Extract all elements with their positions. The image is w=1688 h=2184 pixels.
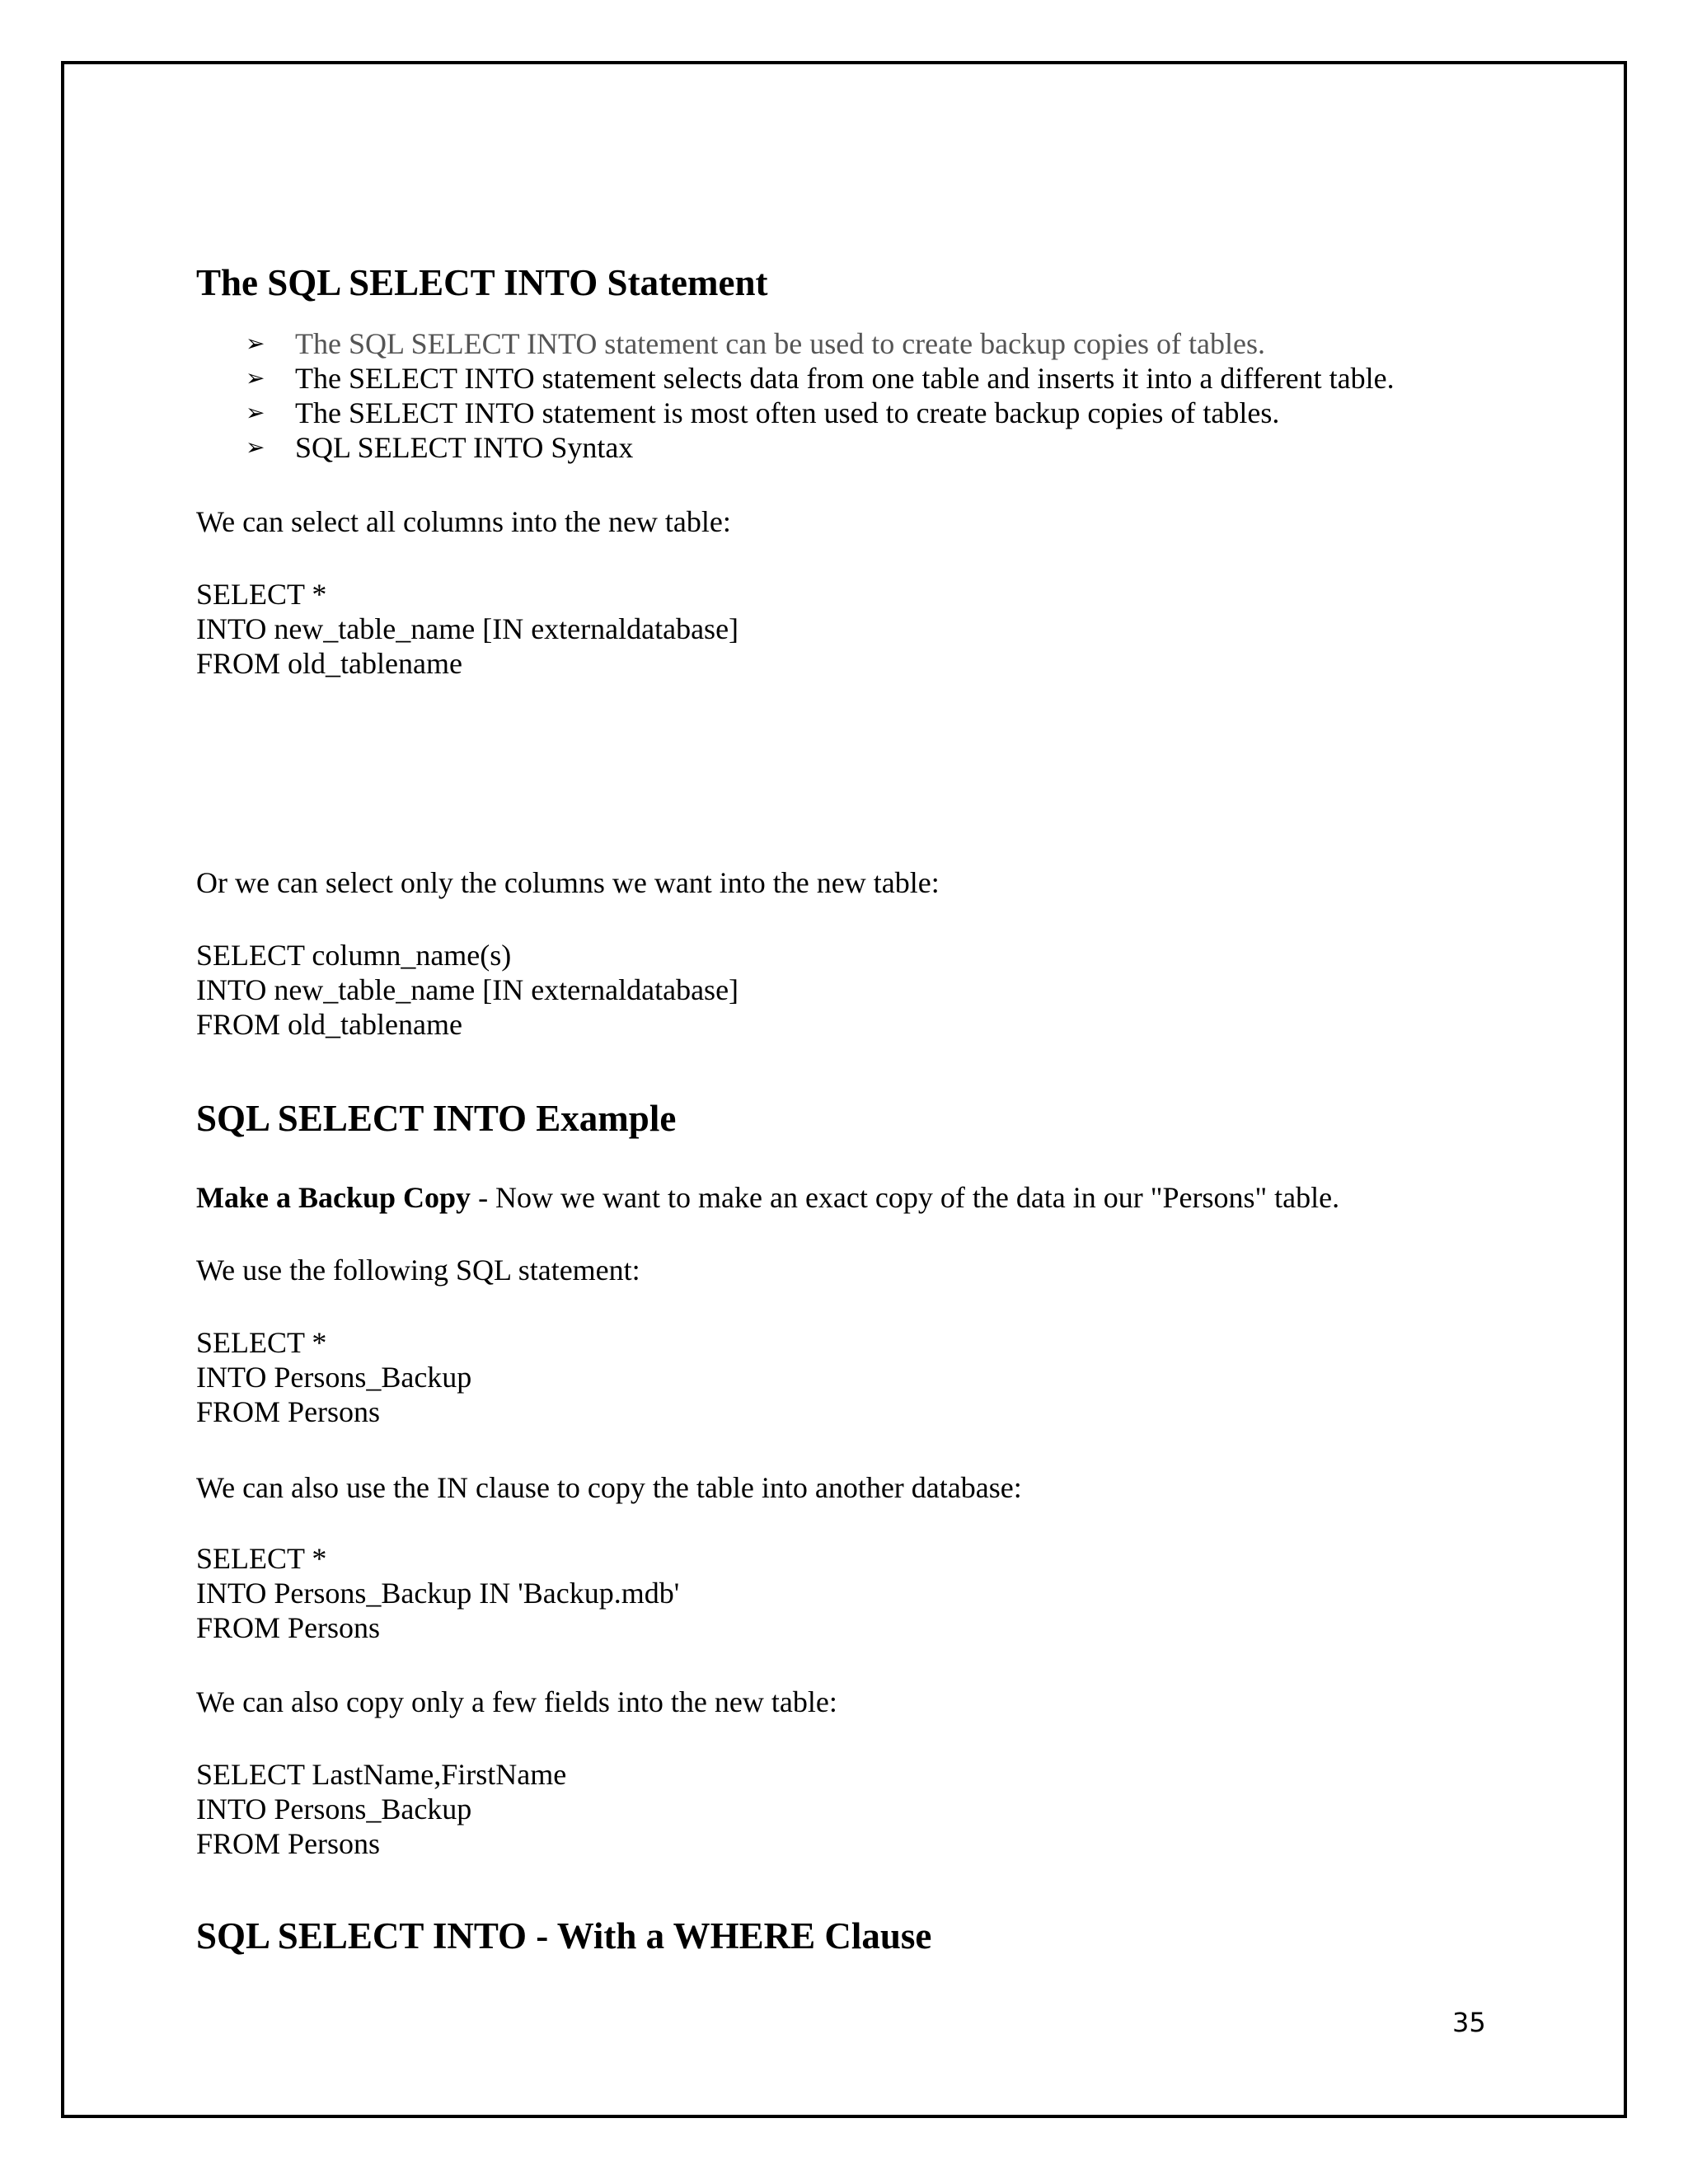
code-line: FROM old_tablename [196, 1008, 462, 1041]
code-line: SELECT * [196, 1542, 327, 1575]
code-line: INTO Persons_Backup [196, 1793, 472, 1825]
arrowhead-bullet-icon: ➢ [246, 434, 265, 461]
bullet-item: The SQL SELECT INTO statement can be used to create backup copies of tables. [295, 327, 1265, 360]
code-line: INTO new_table_name [IN externaldatabase] [196, 612, 739, 645]
backup-copy-text: - Now we want to make an exact copy of the data in our "Persons" table. [471, 1181, 1340, 1214]
paragraph-all-columns: We can select all columns into the new table: [196, 505, 731, 538]
code-line: SELECT column_name(s) [196, 939, 512, 972]
code-line: SELECT * [196, 1326, 327, 1359]
code-line: FROM Persons [196, 1611, 381, 1644]
arrowhead-bullet-icon: ➢ [246, 364, 265, 391]
paragraph-backup-copy [196, 1180, 1339, 1215]
bullet-item: The SELECT INTO statement is most often used to create backup copies of tables. [295, 396, 1280, 429]
code-line: INTO Persons_Backup [196, 1361, 472, 1394]
paragraph-few-fields: We can also copy only a few fields into the new table: [196, 1685, 837, 1718]
code-block-few-fields [196, 1757, 566, 1861]
code-block-some-columns [196, 938, 738, 1042]
paragraph-some-columns: Or we can select only the columns we want into the new table: [196, 866, 940, 899]
heading-select-into-statement: The SQL SELECT INTO Statement [196, 262, 768, 303]
code-line: INTO Persons_Backup IN 'Backup.mdb' [196, 1577, 680, 1610]
code-line: FROM old_tablename [196, 647, 462, 680]
arrowhead-bullet-icon: ➢ [246, 399, 265, 426]
code-line: SELECT * [196, 578, 327, 611]
paragraph-in-clause: We can also use the IN clause to copy the table into another database: [196, 1471, 1022, 1504]
code-block-all-columns [196, 577, 738, 681]
backup-copy-label: Make a Backup Copy [196, 1181, 471, 1214]
code-block-in-clause [196, 1541, 679, 1645]
bullet-item: The SELECT INTO statement selects data from one table and inserts it into a different table. [295, 362, 1395, 395]
paragraph-use-statement: We use the following SQL statement: [196, 1254, 640, 1286]
heading-select-into-where: SQL SELECT INTO - With a WHERE Clause [196, 1915, 932, 1957]
heading-select-into-example: SQL SELECT INTO Example [196, 1098, 677, 1139]
bullet-item: SQL SELECT INTO Syntax [295, 431, 634, 464]
arrowhead-bullet-icon: ➢ [246, 330, 265, 357]
code-line: FROM Persons [196, 1395, 381, 1428]
code-block-backup [196, 1325, 471, 1429]
code-line: INTO new_table_name [IN externaldatabase] [196, 973, 739, 1006]
code-line: FROM Persons [196, 1827, 381, 1860]
page-number: 35 [1452, 2007, 1486, 2038]
code-line: SELECT LastName,FirstName [196, 1758, 567, 1791]
